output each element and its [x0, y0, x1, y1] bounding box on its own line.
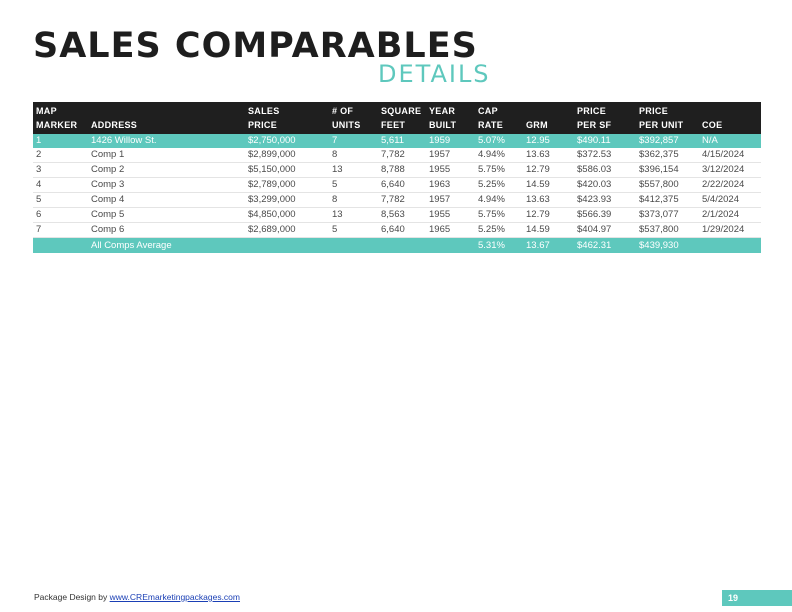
table-cell: 1426 Willow St. — [88, 134, 245, 148]
column-header-top: # OF — [332, 106, 354, 116]
table-cell: 1955 — [426, 163, 475, 178]
column-header-top: CAP — [478, 106, 498, 116]
header-row-top — [33, 102, 761, 118]
table-cell: 13 — [329, 163, 378, 178]
table-cell: 5.25% — [475, 223, 523, 238]
table-cell: $5,150,000 — [245, 163, 329, 178]
column-header-top — [523, 102, 574, 118]
table-cell: $373,077 — [636, 208, 699, 223]
column-header-top: MAP — [36, 106, 57, 116]
table-cell: 5.75% — [475, 208, 523, 223]
table-cell: 5.75% — [475, 163, 523, 178]
table-cell: 5 — [33, 193, 88, 208]
subject-property-row — [33, 134, 761, 148]
average-cell — [329, 238, 378, 254]
table-cell: $4,850,000 — [245, 208, 329, 223]
table-row — [33, 223, 761, 238]
table-cell: 12.95 — [523, 134, 574, 148]
table-cell: 1955 — [426, 208, 475, 223]
table-cell: $2,899,000 — [245, 148, 329, 163]
footer-prefix: Package Design by — [34, 592, 110, 602]
page-title: SALES COMPARABLES — [33, 26, 478, 66]
page-number: 19 — [722, 590, 792, 606]
table-cell: $412,375 — [636, 193, 699, 208]
table-cell: $372.53 — [574, 148, 636, 163]
average-cell — [33, 238, 88, 254]
table-cell: 13.63 — [523, 193, 574, 208]
table-cell: 1/29/2024 — [699, 223, 761, 238]
table-cell: $3,299,000 — [245, 193, 329, 208]
table-cell: 2 — [33, 148, 88, 163]
table-row — [33, 148, 761, 163]
table-cell: N/A — [699, 134, 761, 148]
table-cell: Comp 4 — [88, 193, 245, 208]
column-header-top: PRICE — [577, 106, 607, 116]
column-header-top: SQUARE — [381, 106, 422, 116]
footer-credit — [34, 592, 240, 602]
table-cell: 5.07% — [475, 134, 523, 148]
table-cell: 12.79 — [523, 163, 574, 178]
column-header-top: SALES — [248, 106, 280, 116]
average-cell — [699, 238, 761, 254]
column-header-top — [699, 102, 761, 118]
table-cell: $362,375 — [636, 148, 699, 163]
table-body — [33, 134, 761, 238]
table-cell: 6,640 — [378, 223, 426, 238]
column-header-bottom: MARKER — [36, 120, 78, 130]
table-cell: 1957 — [426, 193, 475, 208]
table-cell: 1965 — [426, 223, 475, 238]
table-cell: 2/1/2024 — [699, 208, 761, 223]
sales-comparables-table — [33, 102, 761, 253]
average-cell: All Comps Average — [88, 238, 245, 254]
table-cell: 8,788 — [378, 163, 426, 178]
column-header-bottom: PRICE — [248, 120, 278, 130]
table-cell: 3/12/2024 — [699, 163, 761, 178]
table-header — [33, 102, 761, 134]
table-cell: $396,154 — [636, 163, 699, 178]
average-cell — [378, 238, 426, 254]
table-row — [33, 193, 761, 208]
column-header-top: YEAR — [429, 106, 456, 116]
table-cell: $404.97 — [574, 223, 636, 238]
table-cell: 3 — [33, 163, 88, 178]
table-cell: 8,563 — [378, 208, 426, 223]
table-cell: Comp 2 — [88, 163, 245, 178]
table-cell: 2/22/2024 — [699, 178, 761, 193]
table-cell: 7 — [33, 223, 88, 238]
table-cell: 5,611 — [378, 134, 426, 148]
footer-link[interactable]: www.CREmarketingpackages.com — [109, 592, 240, 602]
table-cell: 6 — [33, 208, 88, 223]
average-cell — [426, 238, 475, 254]
header-row-bottom — [33, 118, 761, 134]
table-cell: 13.63 — [523, 148, 574, 163]
table-cell: 13 — [329, 208, 378, 223]
table-cell: 5.25% — [475, 178, 523, 193]
table-cell: $557,800 — [636, 178, 699, 193]
table-cell: 8 — [329, 148, 378, 163]
table-cell: $537,800 — [636, 223, 699, 238]
table-cell: 5 — [329, 223, 378, 238]
table-cell: $2,750,000 — [245, 134, 329, 148]
table-cell: 1 — [33, 134, 88, 148]
average-cell: $439,930 — [636, 238, 699, 254]
average-cell — [245, 238, 329, 254]
table-row — [33, 163, 761, 178]
table-cell: 14.59 — [523, 178, 574, 193]
table-cell: 4.94% — [475, 193, 523, 208]
table-cell: 1957 — [426, 148, 475, 163]
table-cell: 1959 — [426, 134, 475, 148]
table-cell: $566.39 — [574, 208, 636, 223]
average-cell: $462.31 — [574, 238, 636, 254]
column-header-bottom: COE — [702, 120, 723, 130]
table-cell: $490.11 — [574, 134, 636, 148]
table-cell: 6,640 — [378, 178, 426, 193]
table-cell: Comp 1 — [88, 148, 245, 163]
table-cell: 14.59 — [523, 223, 574, 238]
column-header-bottom: PER SF — [577, 120, 612, 130]
table-cell: 4 — [33, 178, 88, 193]
column-header-top: PRICE — [639, 106, 669, 116]
table-cell: Comp 3 — [88, 178, 245, 193]
table-cell: $392,857 — [636, 134, 699, 148]
column-header-bottom: ADDRESS — [91, 120, 138, 130]
page-subtitle: DETAILS — [378, 60, 491, 88]
table-cell: 5 — [329, 178, 378, 193]
column-header-bottom: BUILT — [429, 120, 457, 130]
average-cell: 5.31% — [475, 238, 523, 254]
table-cell: $2,689,000 — [245, 223, 329, 238]
table-row — [33, 208, 761, 223]
table-cell: $2,789,000 — [245, 178, 329, 193]
table-cell: 4/15/2024 — [699, 148, 761, 163]
table-cell: 5/4/2024 — [699, 193, 761, 208]
column-header-bottom: FEET — [381, 120, 406, 130]
column-header-bottom: GRM — [526, 120, 548, 130]
column-header-bottom: RATE — [478, 120, 504, 130]
table-cell: 8 — [329, 193, 378, 208]
column-header-bottom: PER UNIT — [639, 120, 684, 130]
table-cell: $420.03 — [574, 178, 636, 193]
table-cell: Comp 5 — [88, 208, 245, 223]
table-cell: Comp 6 — [88, 223, 245, 238]
table-cell: $423.93 — [574, 193, 636, 208]
table-cell: 12.79 — [523, 208, 574, 223]
table-cell: 4.94% — [475, 148, 523, 163]
average-cell: 13.67 — [523, 238, 574, 254]
column-header-top — [88, 102, 245, 118]
column-header-bottom: UNITS — [332, 120, 361, 130]
table-cell: 7,782 — [378, 148, 426, 163]
table-cell: 1963 — [426, 178, 475, 193]
table-cell: 7,782 — [378, 193, 426, 208]
table-cell: $586.03 — [574, 163, 636, 178]
average-row — [33, 238, 761, 254]
table-row — [33, 178, 761, 193]
table-cell: 7 — [329, 134, 378, 148]
